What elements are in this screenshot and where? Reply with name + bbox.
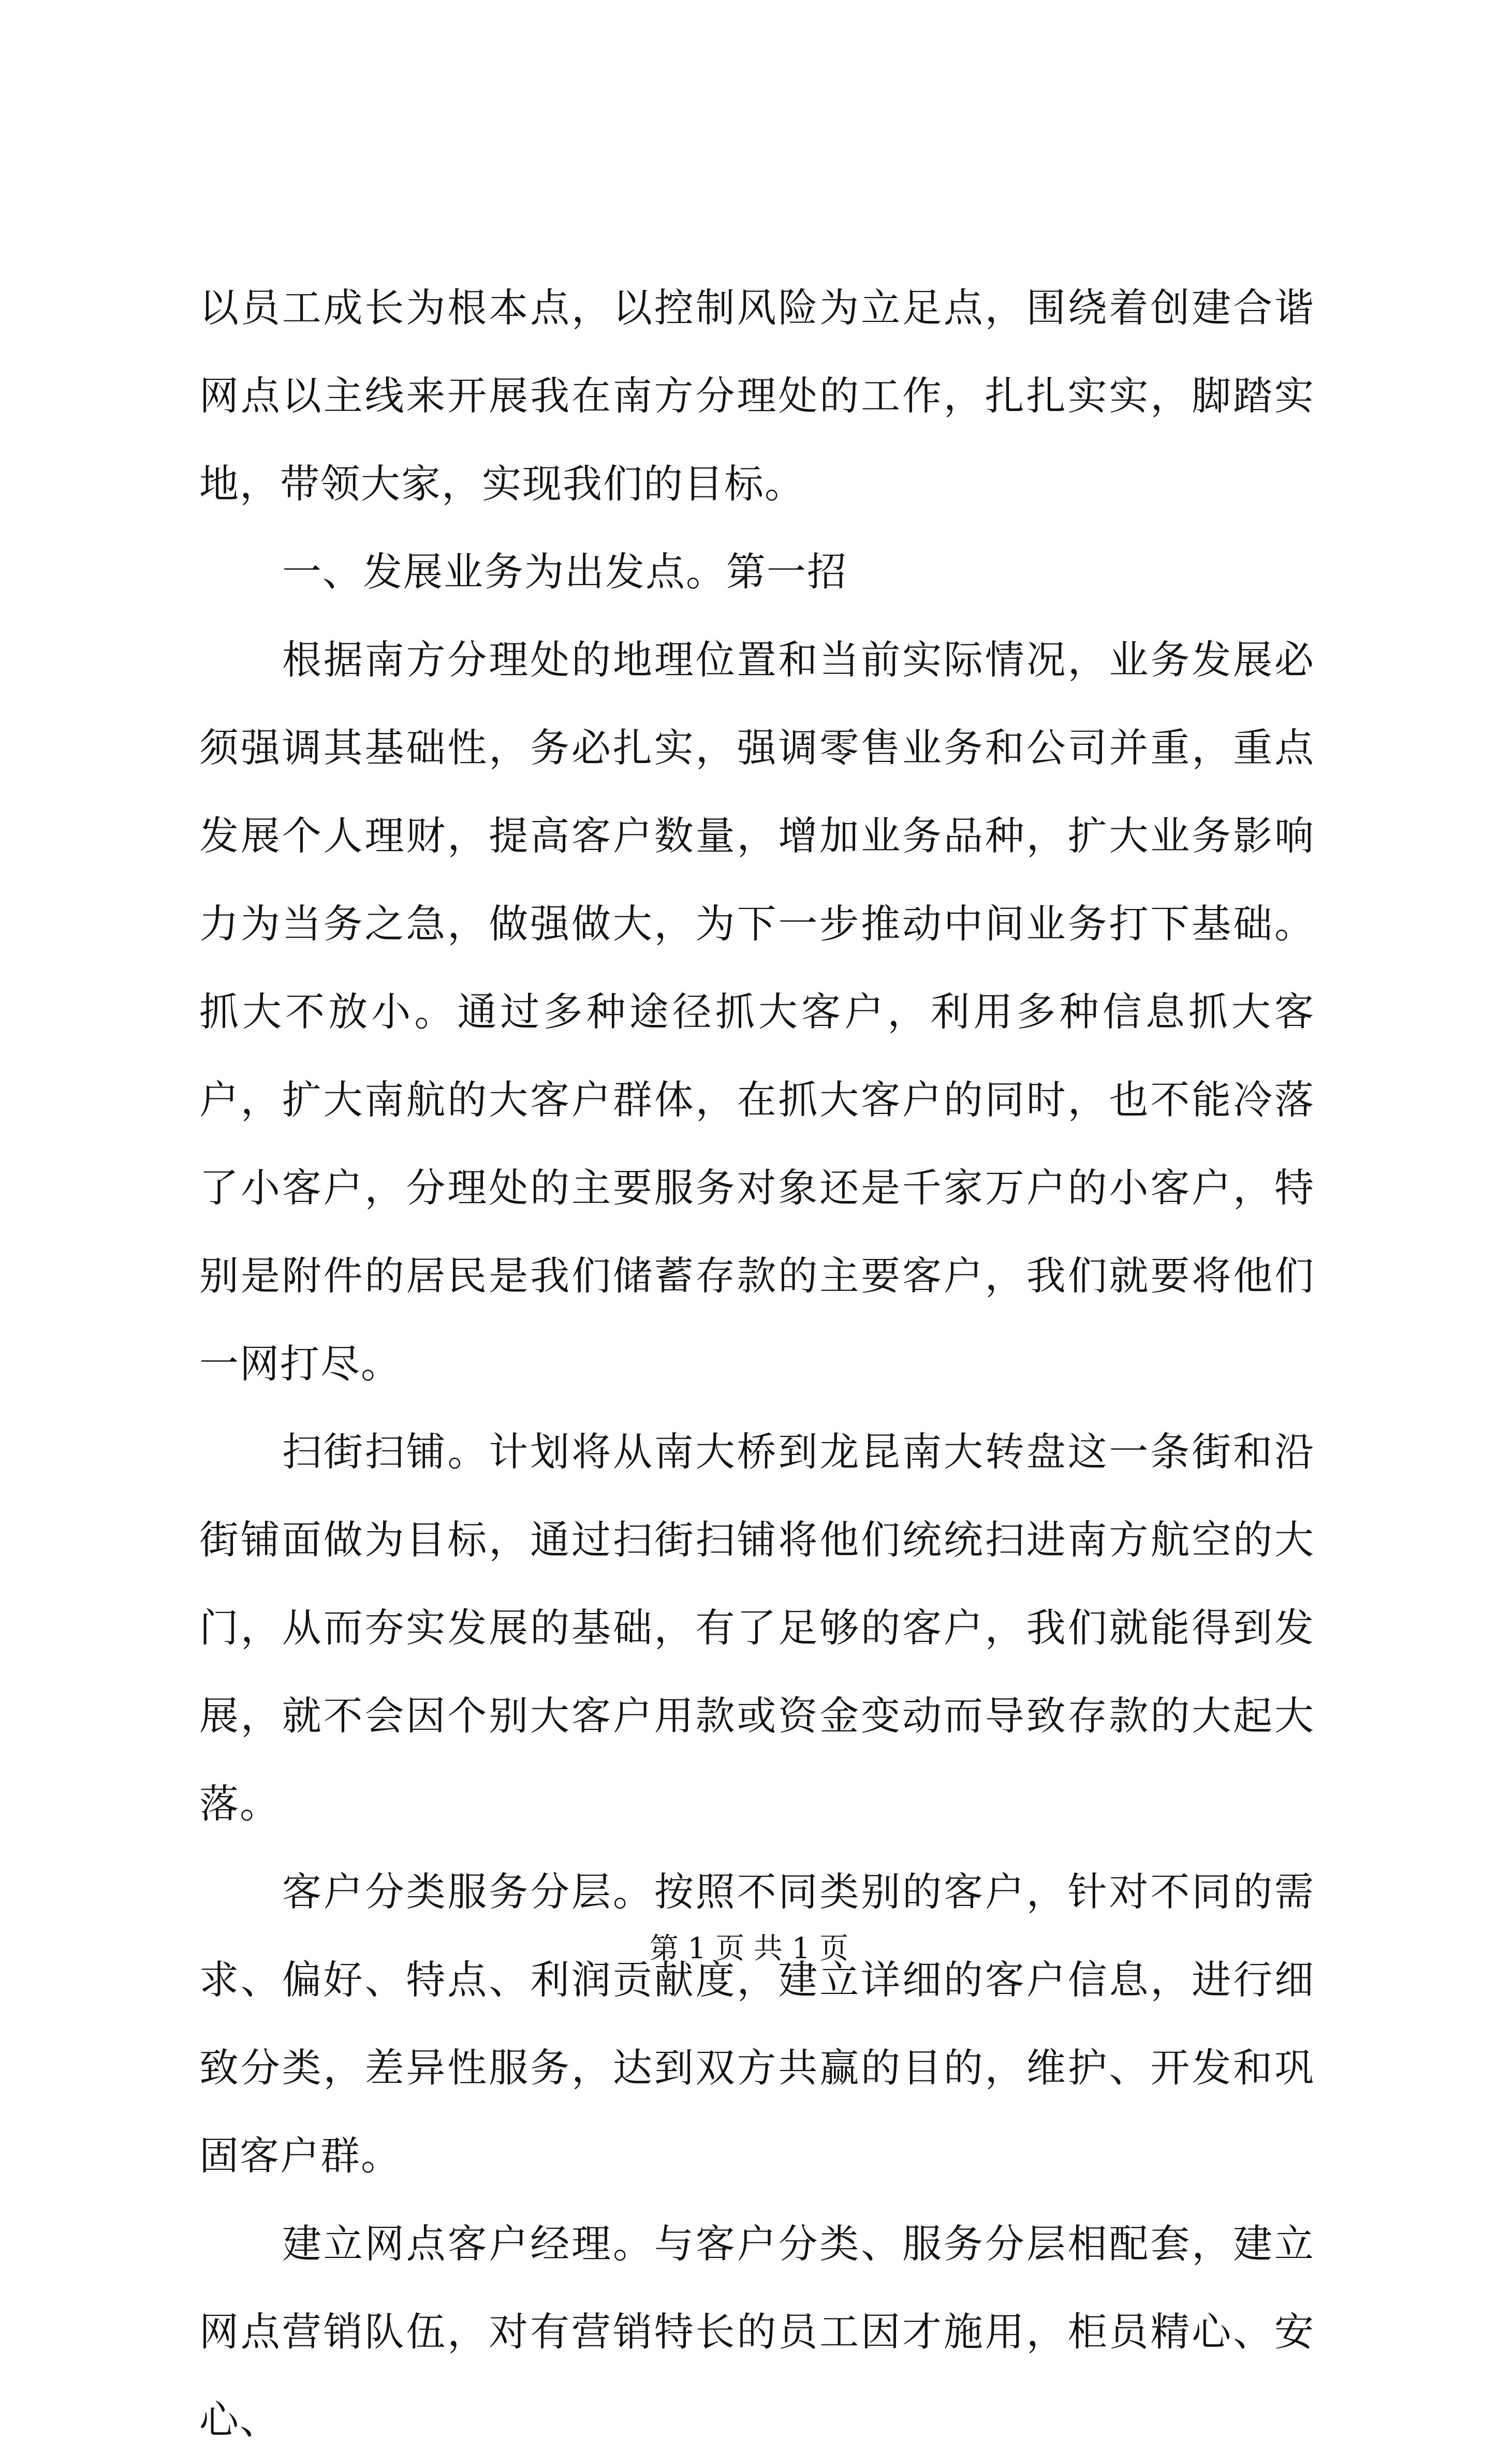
paragraph-account-manager: 建立网点客户经理。与客户分类、服务分层相配套，建立网点营销队伍，对有营销特长的员工因才施用，柜员精心、安心、 [199,2221,1315,2443]
paragraph-business-development: 根据南方分理处的地理位置和当前实际情况，业务发展必须强调其基础性，务必扎实，强调零售业务和公司并重，重点发展个人理财，提高客户数量，增加业务品种，扩大业务影响力为当务之急，做强做大，为下一步推动中间业务打下基础。抓大不放小。通过多种途径抓大客户，利用多种信息抓大客户，扩大南航的大客户群体，在抓大客户的同时，也不能冷落了小客户，分理处的主要服务对象还是千家万户的小客户，特别是附件的居民是我们储蓄存款的主要客户，我们就要将他们一网打尽。 [199,637,1315,1387]
section-heading: 一、发展业务为出发点。第一招 [282,549,847,595]
paragraph-street-sweep: 扫街扫铺。计划将从南大桥到龙昆南大转盘这一条街和沿街铺面做为目标，通过扫街扫铺将他们统统扫进南方航空的大门，从而夯实发展的基础，有了足够的客户，我们就能得到发展，就不会因个别大客户用款或资金变动而导致存款的大起大落。 [199,1429,1315,1827]
page-footer: 第 1 页 共 1 页 [649,1932,849,1966]
paragraph-continuation: 以员工成长为根本点，以控制风险为立足点，围绕着创建合谐网点以主线来开展我在南方分理处的工作，扎扎实实，脚踏实地，带领大家，实现我们的目标。 [199,285,1315,507]
document-body [199,264,1315,2464]
paragraph-customer-classification: 客户分类服务分层。按照不同类别的客户，针对不同的需求、偏好、特点、利润贡献度，建立详细的客户信息，进行细致分类，差异性服务，达到双方共赢的目的，维护、开发和巩固客户群。 [199,1869,1315,2179]
